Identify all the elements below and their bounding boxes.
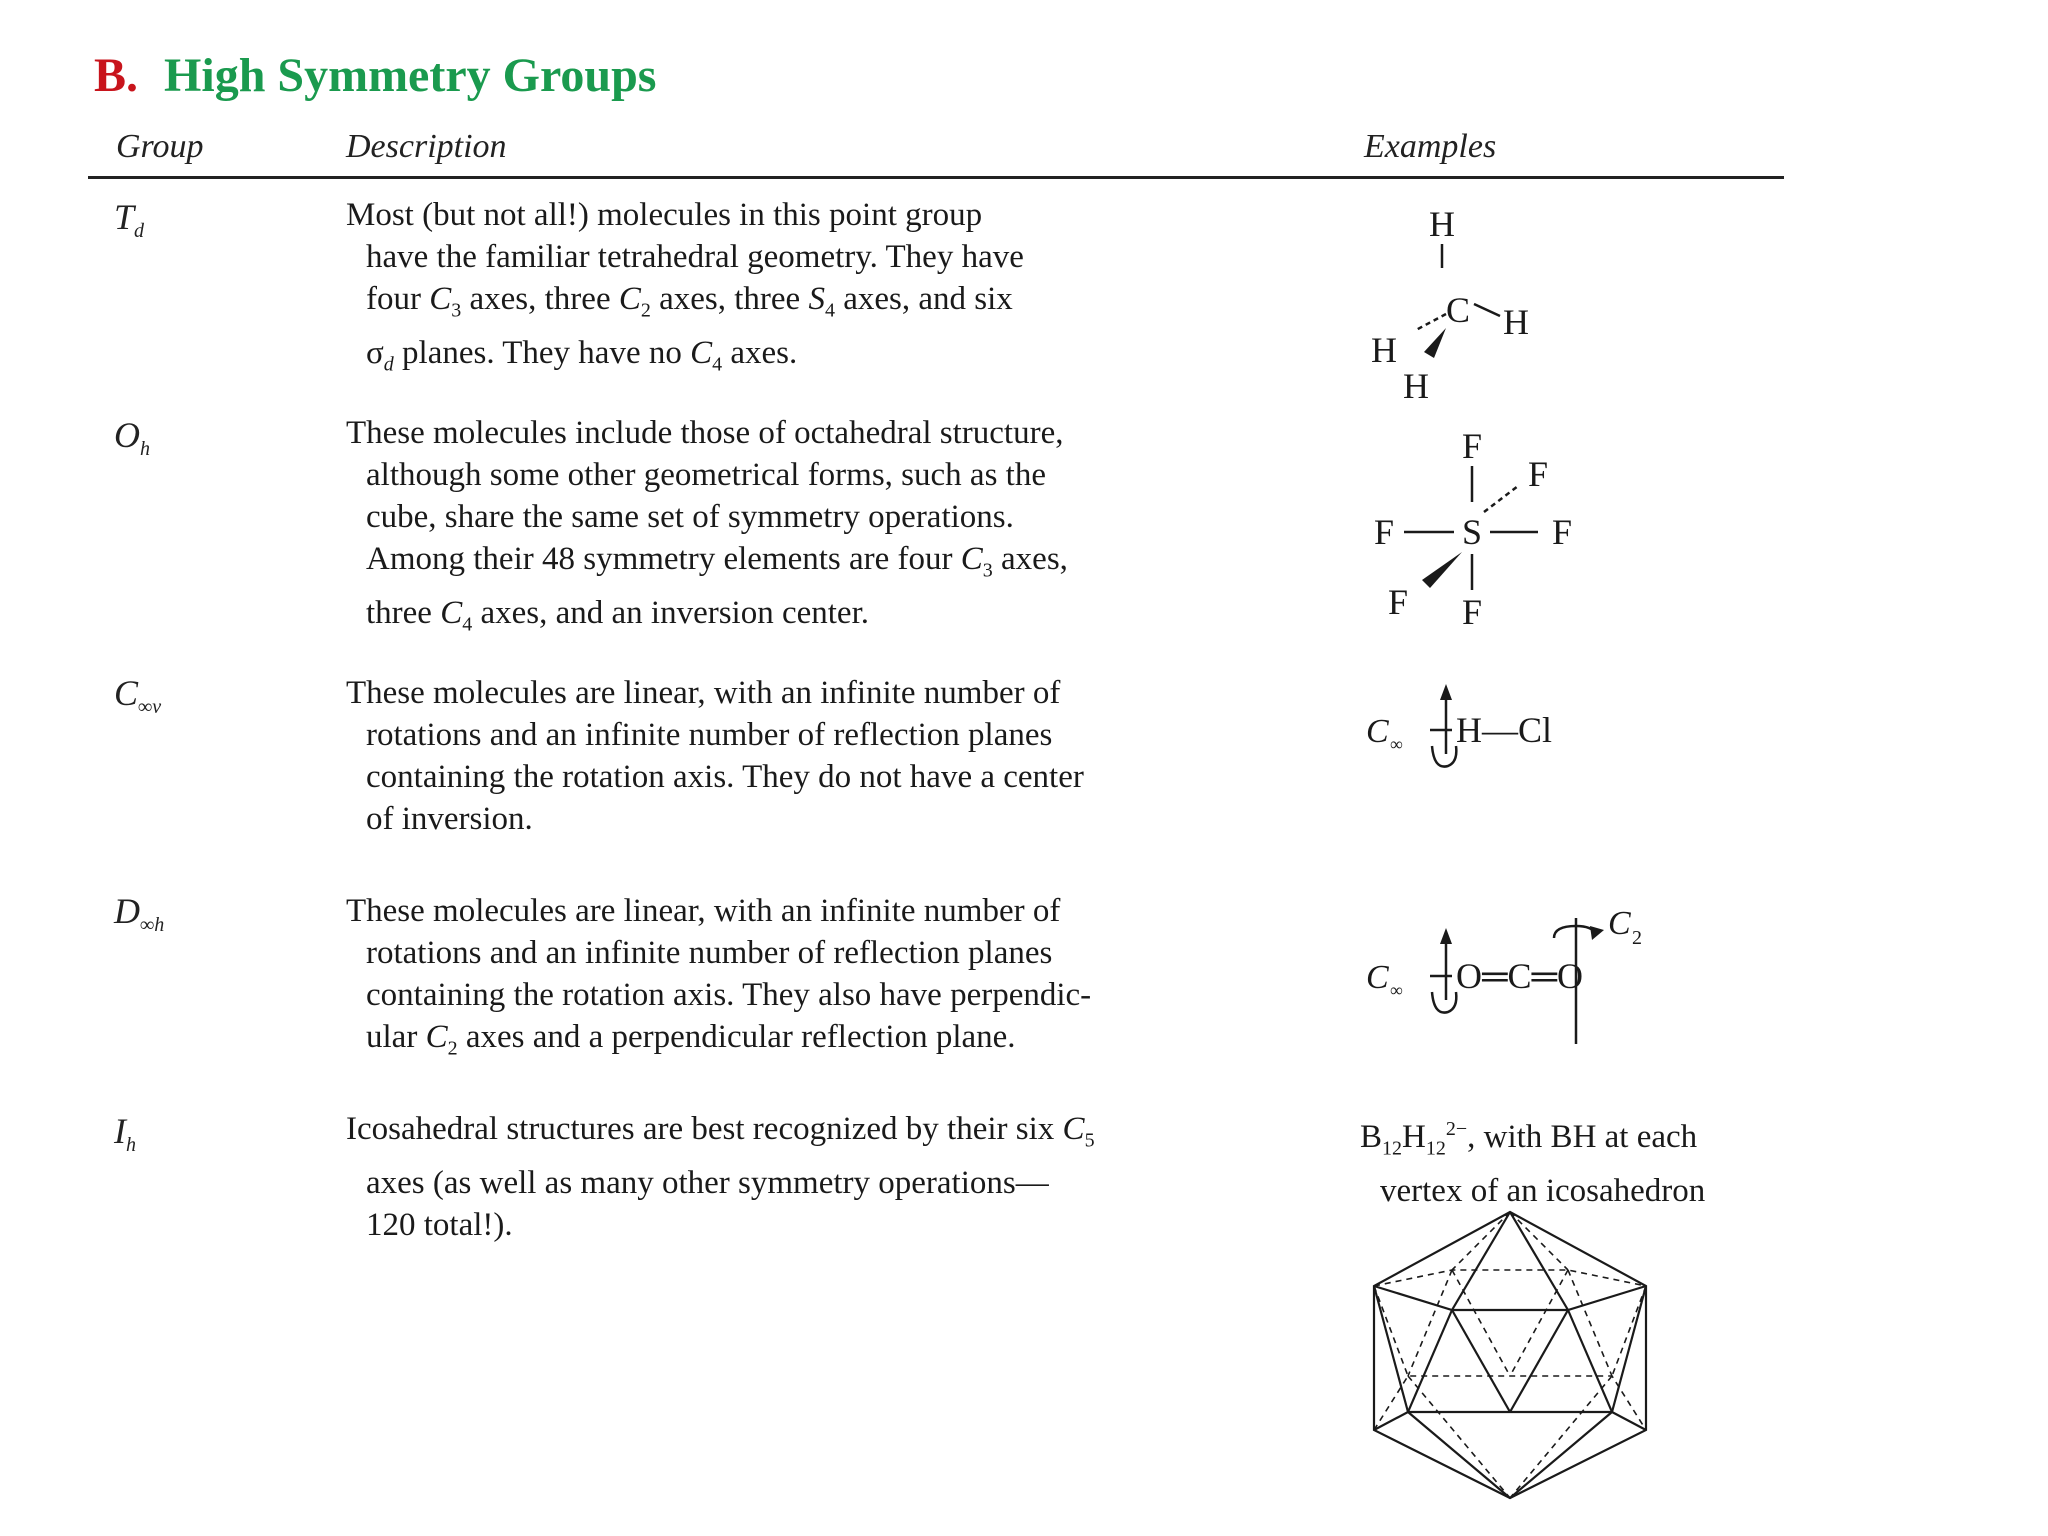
atom-f-right: F <box>1551 512 1573 552</box>
atom-h-left: H <box>1371 330 1397 370</box>
description-line: rotations and an infinite number of reflection planes <box>366 717 1053 753</box>
atom-f-left: F <box>1373 512 1395 552</box>
axis-subscript: ∞ <box>1390 734 1403 754</box>
atom-h-bottom: H <box>1403 366 1429 406</box>
group-symbol-td: $T_d$ <box>114 197 145 243</box>
description-line: axes (as well as many other symmetry operations— <box>366 1164 1049 1201</box>
atom-f-front: F <box>1387 582 1409 622</box>
description-line: These molecules include those of octahedral structure, <box>346 415 1064 451</box>
column-header-group: Group <box>116 128 204 165</box>
description-line: Most (but not all!) molecules in this point group <box>346 197 983 233</box>
atom-h-top: H <box>1429 204 1455 244</box>
axis-subscript: ∞ <box>1390 980 1403 1000</box>
sf6-structure <box>1350 420 1610 640</box>
ih-example-text <box>1360 1108 1780 1212</box>
column-header-description: Description <box>346 128 507 165</box>
group-symbol-cinfv: $C_{\infty v}$ <box>114 673 162 719</box>
description-line: Among their 48 symmetry elements are four $C_3$ axes, <box>366 541 1068 582</box>
header-rule <box>88 176 1784 179</box>
description-line: These molecules are linear, with an infinite number of <box>346 675 1061 711</box>
section-letter: B. <box>94 49 139 102</box>
description-line: have the familiar tetrahedral geometry. They have <box>366 239 1024 275</box>
section-title <box>94 49 657 102</box>
co2-formula: O═C═O <box>1456 956 1584 996</box>
atom-f-top: F <box>1461 426 1483 466</box>
c2-subscript: 2 <box>1632 927 1642 949</box>
group-symbol-oh: $O_h$ <box>114 415 150 461</box>
atom-h-right: H <box>1503 302 1529 342</box>
group-symbol-ih: $I_h$ <box>114 1111 136 1157</box>
description-line: containing the rotation axis. They do not have a center <box>366 759 1084 795</box>
description-oh <box>346 412 1276 645</box>
co2-structure <box>1360 896 1700 1046</box>
description-line: cube, share the same set of symmetry operations. <box>366 499 1014 535</box>
hcl-structure <box>1360 680 1620 790</box>
atom-f-back: F <box>1527 454 1549 494</box>
atom-c: C <box>1445 290 1471 330</box>
section-heading: High Symmetry Groups <box>164 49 657 102</box>
hcl-formula: H—Cl <box>1456 710 1553 750</box>
description-ih <box>346 1108 1276 1246</box>
group-symbol-dinfh: $D_{\infty h}$ <box>114 891 165 937</box>
description-line: rotations and an infinite number of reflection planes <box>366 935 1053 971</box>
methane-structure <box>1350 200 1590 410</box>
description-line: containing the rotation axis. They also have perpendic- <box>366 977 1092 1013</box>
description-dinfh <box>346 890 1276 1070</box>
axis-label: C <box>1366 713 1389 750</box>
description-line: 120 total!). <box>366 1206 513 1243</box>
description-td <box>346 194 1276 385</box>
icosahedron-diagram <box>1368 1206 1650 1502</box>
atom-s: S <box>1461 512 1483 552</box>
description-line: $\sigma_d$ planes. They have no $C_4$ axes. <box>366 334 798 376</box>
description-line: ular $C_2$ axes and a perpendicular reflection plane. <box>366 1019 1016 1060</box>
example-line: $B_{12}H_{12}^{2-}$, with BH at each <box>1360 1118 1698 1160</box>
description-line: four $C_3$ axes, three $C_2$ axes, three $S_4$ axes, and six <box>366 281 1013 322</box>
c2-label: C <box>1608 905 1631 942</box>
example-line: vertex of an icosahedron <box>1380 1172 1706 1209</box>
description-line: Icosahedral structures are best recognized by their six $C_5$ <box>346 1111 1095 1152</box>
column-header-examples: Examples <box>1364 128 1497 165</box>
description-line: although some other geometrical forms, such as the <box>366 457 1046 493</box>
description-cinfv <box>346 672 1276 840</box>
description-line: These molecules are linear, with an infinite number of <box>346 893 1061 929</box>
axis-label: C <box>1366 959 1389 996</box>
description-line: of inversion. <box>366 801 533 837</box>
atom-f-bottom: F <box>1461 592 1483 632</box>
description-line: three $C_4$ axes, and an inversion center. <box>366 594 869 636</box>
